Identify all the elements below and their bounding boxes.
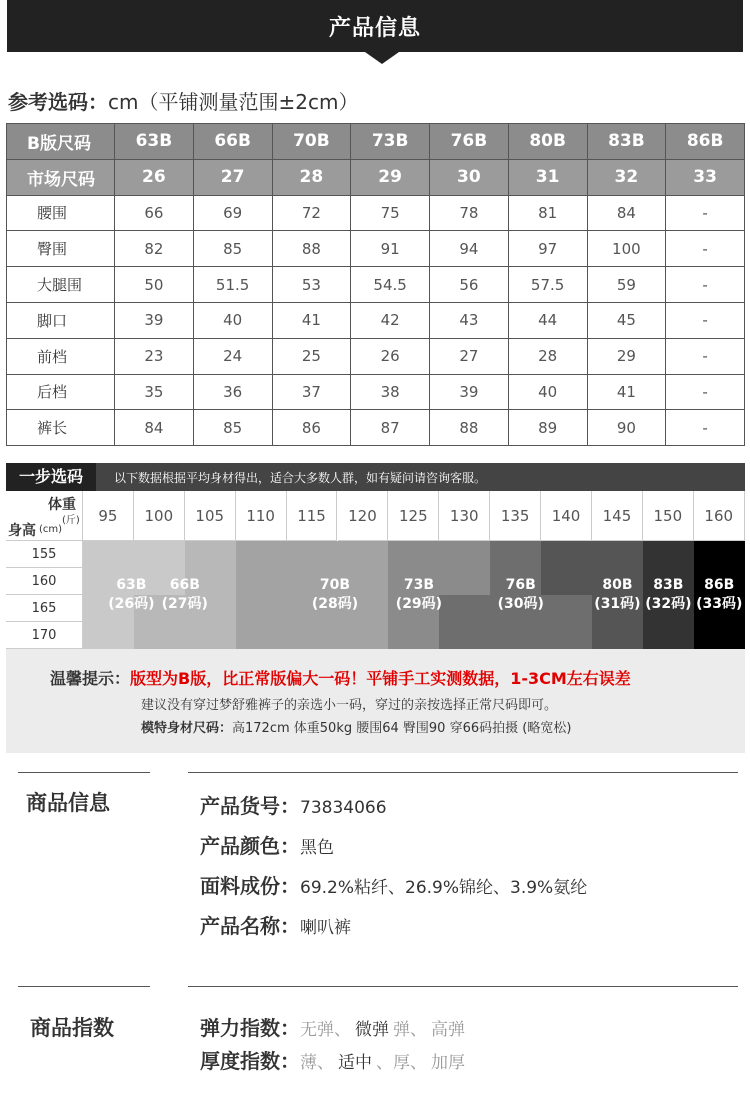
weight-cell: 130 — [439, 491, 490, 541]
tips-warning: 版型为B版，比正常版偏大一码！平铺手工实测数据，1-3CM左右误差 — [130, 669, 631, 688]
table-cell: 72 — [272, 195, 351, 231]
info-item-name — [200, 910, 351, 939]
table-cell: 81 — [508, 195, 587, 231]
size-label — [379, 576, 459, 614]
table-cell: 26 — [351, 338, 430, 374]
table-cell: 25 — [272, 338, 351, 374]
size-label — [295, 576, 375, 614]
product-index-title: 商品指数 — [30, 1016, 114, 1040]
table-cell: 51.5 — [193, 267, 272, 303]
tips-advice: 建议没有穿过梦舒雅裤子的亲选小一码，穿过的亲按选择正常尺码即可。 — [141, 698, 558, 713]
table-cell: 31 — [508, 159, 587, 195]
table-cell: 40 — [508, 374, 587, 410]
info-value: 黑色 — [300, 838, 334, 858]
divider-short — [18, 772, 150, 773]
table-cell: 23 — [115, 338, 194, 374]
table-cell: 97 — [508, 231, 587, 267]
size-market-label: (28码) — [311, 596, 359, 612]
weight-cell: 120 — [338, 491, 389, 541]
weight-cell: 160 — [694, 491, 745, 541]
size-b-label: 86B — [704, 577, 735, 593]
index-option: 适中 — [338, 1053, 372, 1073]
row-label: 大腿围 — [7, 267, 115, 303]
table-cell: - — [666, 267, 745, 303]
table-cell: 84 — [587, 195, 666, 231]
table-cell: 57.5 — [508, 267, 587, 303]
row-label: 后档 — [7, 374, 115, 410]
table-cell: 39 — [115, 302, 194, 338]
table-cell: 33 — [666, 159, 745, 195]
table-cell: 26 — [115, 159, 194, 195]
table-cell: 59 — [587, 267, 666, 303]
size-b-label: 73B — [403, 577, 435, 593]
table-cell: 90 — [587, 410, 666, 446]
step-desc: 以下数据根据平均身材得出，适合大多数人群，如有疑问请咨询客服。 — [114, 471, 487, 485]
table-row — [7, 374, 745, 410]
divider-short-2 — [18, 986, 150, 987]
index-key: 弹力指数： — [200, 1016, 300, 1040]
row-label: 腰围 — [7, 195, 115, 231]
info-key: 产品名称： — [200, 914, 300, 938]
index-option: 微弹 — [355, 1020, 389, 1040]
tips-title: 温馨提示： — [50, 669, 131, 688]
weight-cell: 140 — [541, 491, 592, 541]
info-item-color — [200, 830, 334, 859]
weight-cell: 135 — [490, 491, 541, 541]
table-cell: 29 — [351, 159, 430, 195]
table-cell: 24 — [193, 338, 272, 374]
height-cell: 155 — [6, 541, 83, 568]
model-text: 高172cm 体重50kg 腰围64 臀围90 穿66码拍摄 (略宽松) — [232, 721, 572, 736]
weight-cell: 100 — [134, 491, 185, 541]
size-table — [6, 123, 745, 446]
weight-cell: 145 — [592, 491, 643, 541]
table-cell: 86B — [666, 124, 745, 160]
table-cell: 32 — [587, 159, 666, 195]
table-cell: - — [666, 374, 745, 410]
table-cell: - — [666, 302, 745, 338]
table-cell: 66B — [193, 124, 272, 160]
grid-corner — [6, 491, 83, 541]
info-item-sku — [200, 790, 387, 819]
table-cell: 85 — [193, 231, 272, 267]
row-label: B版尺码 — [7, 124, 115, 160]
weight-cell: 95 — [83, 491, 134, 541]
size-market-label: (27码) — [161, 596, 208, 612]
table-cell: 45 — [587, 302, 666, 338]
weight-cell: 125 — [388, 491, 439, 541]
table-cell: 88 — [430, 410, 509, 446]
index-option: 高弹 — [431, 1020, 465, 1040]
table-cell: 73B — [351, 124, 430, 160]
table-cell: 54.5 — [351, 267, 430, 303]
size-b-label: 70B — [319, 577, 351, 593]
banner-title: 产品信息 — [328, 16, 421, 41]
table-cell: 41 — [272, 302, 351, 338]
model-label: 模特身材尺码： — [141, 721, 233, 736]
step-tag: 一步选码 — [6, 463, 96, 491]
thickness-index — [200, 1045, 469, 1074]
table-cell: 50 — [115, 267, 194, 303]
size-market-label: (33码) — [696, 596, 743, 612]
table-cell: 39 — [430, 374, 509, 410]
table-cell: 43 — [430, 302, 509, 338]
header-row-market — [7, 159, 745, 195]
weight-cell: 110 — [236, 491, 287, 541]
table-cell: 35 — [115, 374, 194, 410]
model-info — [141, 717, 571, 736]
table-cell: 42 — [351, 302, 430, 338]
table-cell: 84 — [115, 410, 194, 446]
table-row — [7, 410, 745, 446]
table-row — [7, 302, 745, 338]
table-cell: 89 — [508, 410, 587, 446]
table-cell: 82 — [115, 231, 194, 267]
tips-line — [50, 666, 631, 689]
index-option: 、厚、 — [376, 1053, 427, 1073]
size-label — [481, 576, 561, 614]
index-key: 厚度指数： — [200, 1049, 300, 1073]
table-cell: 69 — [193, 195, 272, 231]
table-row — [7, 267, 745, 303]
table-row — [7, 231, 745, 267]
table-cell: 85 — [193, 410, 272, 446]
row-label: 前档 — [7, 338, 115, 374]
table-cell: 86 — [272, 410, 351, 446]
row-label: 裤长 — [7, 410, 115, 446]
row-label: 臀围 — [7, 231, 115, 267]
table-cell: - — [666, 338, 745, 374]
table-cell: 91 — [351, 231, 430, 267]
table-cell: 37 — [272, 374, 351, 410]
size-b-label: 63B — [116, 577, 147, 593]
banner-arrow — [365, 52, 399, 64]
info-value: 喇叭裤 — [300, 918, 351, 938]
table-cell: 94 — [430, 231, 509, 267]
row-label: 脚口 — [7, 302, 115, 338]
size-label — [145, 576, 225, 614]
weight-label: 体重 — [48, 497, 76, 513]
reference-text: cm（平铺测量范围±2cm） — [108, 90, 359, 114]
table-cell: - — [666, 195, 745, 231]
table-cell: 28 — [508, 338, 587, 374]
weight-cell: 115 — [287, 491, 338, 541]
step-bar — [6, 463, 745, 491]
height-cell: 160 — [6, 568, 83, 595]
size-market-label: (31码) — [594, 596, 641, 612]
reference-line — [8, 86, 358, 115]
info-key: 产品货号： — [200, 794, 300, 818]
weight-cell: 150 — [643, 491, 694, 541]
weight-cell: 105 — [185, 491, 236, 541]
table-cell: 76B — [430, 124, 509, 160]
info-key: 面料成份： — [200, 874, 300, 898]
info-value: 69.2%粘纤、26.9%锦纶、3.9%氨纶 — [300, 878, 588, 898]
index-option: 薄、 — [300, 1053, 334, 1073]
size-b-label: 76B — [505, 577, 536, 593]
table-cell: 27 — [430, 338, 509, 374]
table-cell: 83B — [587, 124, 666, 160]
size-market-label: (29码) — [395, 596, 443, 612]
table-cell: 53 — [272, 267, 351, 303]
header-row-b — [7, 124, 745, 160]
elastic-index — [200, 1012, 469, 1041]
table-cell: 70B — [272, 124, 351, 160]
table-cell: 44 — [508, 302, 587, 338]
size-label — [679, 576, 750, 614]
reference-label: 参考选码： — [8, 90, 108, 114]
tips-box — [6, 649, 745, 753]
table-row — [7, 195, 745, 231]
table-cell: 100 — [587, 231, 666, 267]
height-cell: 170 — [6, 622, 83, 649]
size-block — [236, 541, 287, 595]
height-unit: (cm) — [39, 524, 63, 535]
divider-long — [188, 772, 738, 773]
row-label: 市场尺码 — [7, 159, 115, 195]
height-cell: 165 — [6, 595, 83, 622]
table-cell: 80B — [508, 124, 587, 160]
index-option: 弹、 — [393, 1020, 427, 1040]
size-b-label: 83B — [653, 577, 684, 593]
index-option: 加厚 — [431, 1053, 465, 1073]
weight-unit: (斤) — [62, 515, 80, 526]
size-selector-grid — [6, 491, 745, 649]
table-cell: 87 — [351, 410, 430, 446]
table-cell: - — [666, 231, 745, 267]
table-cell: 29 — [587, 338, 666, 374]
banner — [7, 0, 743, 52]
divider-long-2 — [188, 986, 738, 987]
table-cell: 66 — [115, 195, 194, 231]
table-cell: 27 — [193, 159, 272, 195]
info-value: 73834066 — [300, 798, 387, 818]
table-cell: 78 — [430, 195, 509, 231]
height-label: 身高 — [8, 523, 36, 539]
table-cell: 28 — [272, 159, 351, 195]
table-row — [7, 338, 745, 374]
table-cell: 30 — [430, 159, 509, 195]
table-cell: 88 — [272, 231, 351, 267]
table-cell: 75 — [351, 195, 430, 231]
size-market-label: (30码) — [497, 596, 544, 612]
size-market-label: (32码) — [645, 596, 692, 612]
info-key: 产品颜色： — [200, 834, 300, 858]
size-market-label: (26码) — [108, 596, 155, 612]
table-cell: 56 — [430, 267, 509, 303]
table-cell: 63B — [115, 124, 194, 160]
info-item-fabric — [200, 870, 587, 899]
table-cell: 38 — [351, 374, 430, 410]
table-cell: 36 — [193, 374, 272, 410]
size-b-label: 80B — [602, 577, 633, 593]
size-b-label: 66B — [169, 577, 200, 593]
index-option: 无弹、 — [300, 1020, 351, 1040]
table-cell: 40 — [193, 302, 272, 338]
table-cell: 41 — [587, 374, 666, 410]
table-cell: - — [666, 410, 745, 446]
product-info-title: 商品信息 — [26, 791, 110, 815]
